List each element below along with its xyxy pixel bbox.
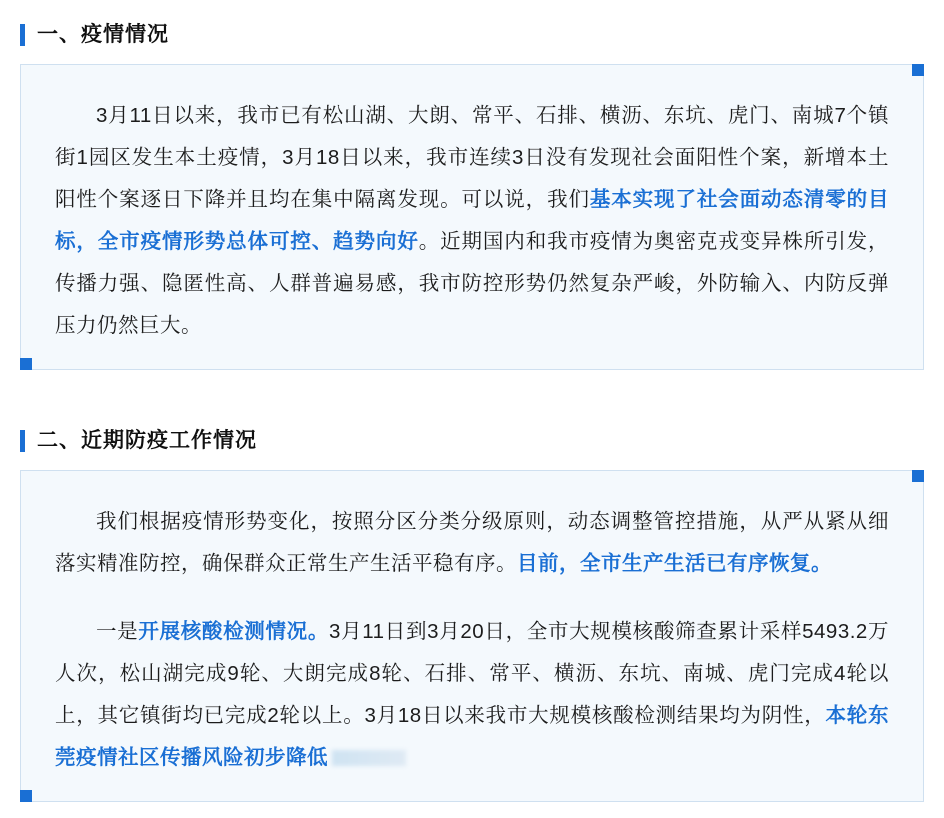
document-section-1 bbox=[20, 18, 924, 370]
run-highlight: 基本实现了社会面动态清零的目标，全市疫情形势总体可控、趋势向好 bbox=[55, 188, 890, 253]
redaction-mark-icon bbox=[332, 750, 406, 766]
run-text: 。近期国内和我市疫情为奥密克戎变异株所引发，传播力强、隐匿性高、人群普遍易感，我市防控形势仍然复杂严峻，外防输入、内防反弹压力仍然巨大。 bbox=[55, 230, 890, 337]
card-corner-bottom-left-icon bbox=[20, 790, 32, 802]
section-2-paragraph-1 bbox=[55, 501, 889, 585]
run-highlight: 目前，全市生产生活已有序恢复。 bbox=[517, 552, 832, 575]
document-section-2 bbox=[20, 424, 924, 802]
section-2-card bbox=[20, 470, 924, 802]
heading-accent-bar-icon bbox=[20, 430, 25, 452]
run-text: 3月11日以来，我市已有松山湖、大朗、常平、石排、横沥、东坑、虎门、南城7个镇街1园区发生本土疫情，3月18日以来，我市连续3日没有发现社会面阳性个案，新增本土阳性个案逐日下降并且均在集中隔离发现。可以说，我们 bbox=[55, 104, 889, 211]
run-highlight: 开展核酸检测情况。 bbox=[138, 620, 330, 643]
card-corner-top-right-icon bbox=[912, 470, 924, 482]
run-text: 3月11日到3月20日，全市大规模核酸筛查累计采样5493.2万人次，松山湖完成9轮、大朗完成8轮、石排、常平、横沥、东坑、南城、虎门完成4轮以上，其它镇街均已完成2轮以上。3月18日以来我市大规模核酸检测结果均为阴性， bbox=[55, 620, 890, 727]
section-2-paragraph-2 bbox=[55, 611, 889, 779]
card-corner-bottom-left-icon bbox=[20, 358, 32, 370]
section-1-heading-text: 一、疫情情况 bbox=[37, 23, 169, 46]
card-corner-top-right-icon bbox=[912, 64, 924, 76]
run-highlight: 本轮东莞疫情社区传播风险初步降低 bbox=[55, 704, 889, 769]
run-text: 一是 bbox=[96, 620, 139, 643]
section-1-heading bbox=[20, 18, 924, 52]
section-2-heading bbox=[20, 424, 924, 458]
document-page bbox=[0, 18, 944, 818]
section-1-paragraph-1 bbox=[55, 95, 889, 347]
run-text: 我们根据疫情形势变化，按照分区分类分级原则，动态调整管控措施，从严从紧从细落实精准防控，确保群众正常生产生活平稳有序。 bbox=[55, 510, 889, 575]
section-1-card bbox=[20, 64, 924, 370]
section-2-heading-text: 二、近期防疫工作情况 bbox=[37, 429, 257, 452]
heading-accent-bar-icon bbox=[20, 24, 25, 46]
